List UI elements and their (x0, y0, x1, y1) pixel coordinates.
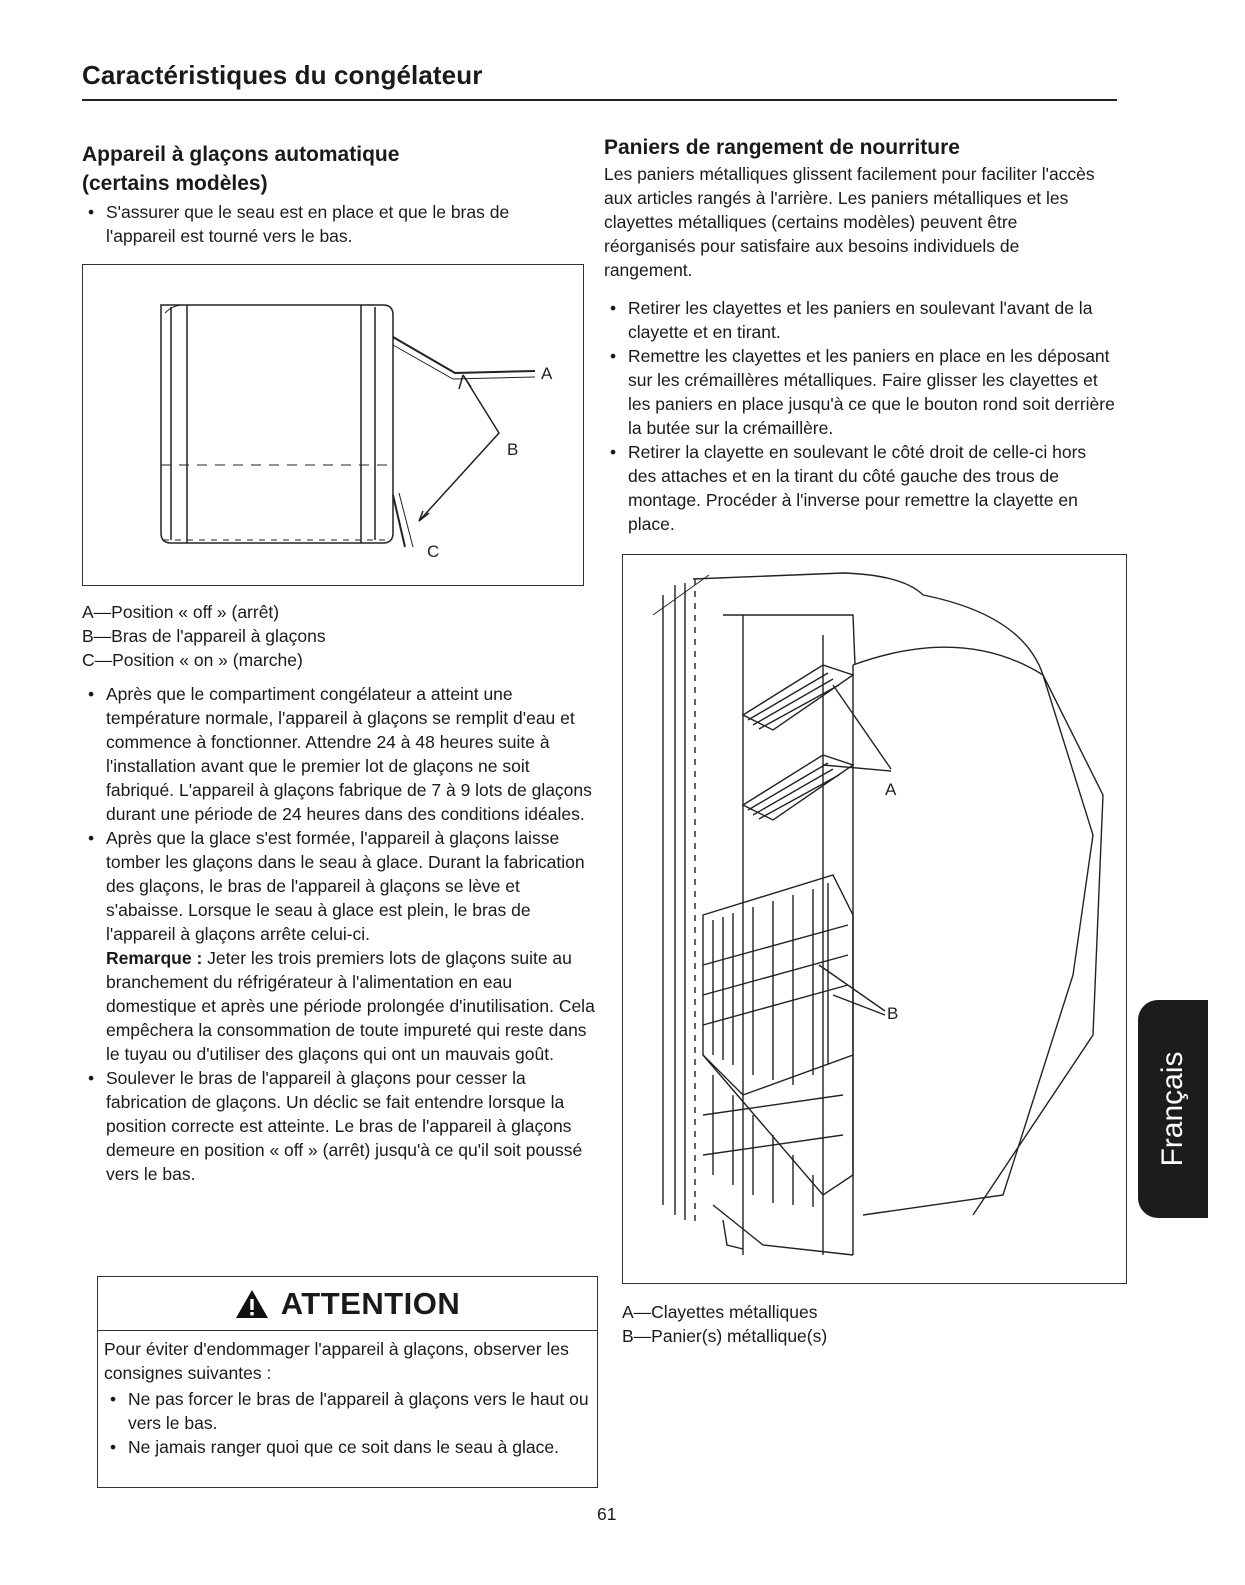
list-item: • Après que le compartiment congélateur a atteint une température normale, l'appareil à glaçons se remplit d'eau et commence à fonctionner. Attendre 24 à 48 heures suite à l'installation avant que le premier lot de glaçons ne soit fabriqué. L'appareil à glaçons fabrique de 7 à 9 lots de glaçons durant une période de 24 heures dans des conditions idéales. (82, 682, 597, 826)
baskets-section (604, 133, 1124, 1348)
ice-maker-heading-line2: (certains modèles) (82, 172, 268, 195)
language-tab-label: Français (1156, 1051, 1189, 1167)
legend-item: A—Clayettes métalliques (622, 1302, 818, 1322)
page-number: 61 (597, 1504, 617, 1524)
warning-icon (235, 1288, 269, 1320)
list-item: • Remettre les clayettes et les paniers en place en les déposant sur les crémaillères métalliques. Faire glisser les clayettes et les paniers en place jusqu'à ce que le bouton rond soit derrière la butée sur la crémaillère. (604, 344, 1119, 440)
ice-maker-legend (82, 600, 602, 672)
list-item-text: Après que la glace s'est formée, l'appareil à glaçons laisse tomber les glaçons dans le seau à glace. Durant la fabrication des glaçons, le bras de l'appareil à glaçons se lève et s'abaisse. Lorsque le seau à glace est plein, le bras de l'appareil à glaçons arrête celui-ci. (106, 828, 585, 944)
ice-maker-intro-list (82, 200, 542, 248)
attention-box (97, 1276, 598, 1488)
freezer-figure (622, 554, 1127, 1284)
ice-maker-section (82, 140, 602, 1186)
legend-item: C—Position « on » (marche) (82, 650, 303, 670)
list-item (82, 826, 597, 1066)
list-item: • Retirer les clayettes et les paniers en soulevant l'avant de la clayette et en tirant. (604, 296, 1119, 344)
legend-item: B—Bras de l'appareil à glaçons (82, 626, 326, 646)
remarque-text: Jeter les trois premiers lots de glaçons suite au branchement du réfrigérateur à l'alimentation en eau domestique et après une période prolongée d'inutilisation. Cela empêchera la consommation de toute impureté qui reste dans le tuyau ou d'utiliser des glaçons qui ont un mauvais goût. (106, 948, 595, 1064)
remarque-label: Remarque : (106, 948, 203, 968)
figure-label-b: B (887, 1004, 899, 1023)
figure-label-b: B (507, 440, 519, 459)
legend-item: B—Panier(s) métallique(s) (622, 1326, 828, 1346)
baskets-intro: Les paniers métalliques glissent facilement pour faciliter l'accès aux articles rangés à l'arrière. Les paniers métalliques et les clayettes métalliques (certains modèles) peuvent être réorganisés pour satisfaire aux besoins individuels de rangement. (604, 164, 1095, 280)
freezer-illustration (623, 555, 1128, 1285)
header-rule (82, 99, 1117, 101)
ice-maker-bullets (82, 682, 597, 1186)
attention-list (104, 1387, 591, 1459)
ice-maker-illustration (83, 265, 585, 587)
list-item: • Soulever le bras de l'appareil à glaçons pour cesser la fabrication de glaçons. Un déclic se fait entendre lorsque la position correcte est atteinte. Le bras de l'appareil à glaçons demeure en position « off » (arrêt) jusqu'à ce qu'il soit poussé vers le bas. (82, 1066, 597, 1186)
attention-intro: Pour éviter d'endommager l'appareil à glaçons, observer les consignes suivantes : (104, 1339, 569, 1383)
figure-label-a: A (541, 364, 553, 383)
language-tab (1138, 1000, 1208, 1218)
list-item: • Ne pas forcer le bras de l'appareil à glaçons vers le haut ou vers le bas. (104, 1387, 591, 1435)
ice-maker-figure (82, 264, 584, 586)
list-item: • Ne jamais ranger quoi que ce soit dans le seau à glace. (104, 1435, 591, 1459)
figure-label-a: A (885, 780, 897, 799)
baskets-bullets (604, 296, 1119, 536)
baskets-legend (622, 1300, 1124, 1348)
ice-maker-heading-line1: Appareil à glaçons automatique (82, 143, 400, 166)
legend-item: A—Position « off » (arrêt) (82, 602, 280, 622)
ice-maker-heading (82, 140, 602, 198)
attention-body (98, 1331, 597, 1459)
list-item: • S'assurer que le seau est en place et que le bras de l'appareil est tourné vers le bas. (82, 200, 542, 248)
baskets-heading: Paniers de rangement de nourriture (604, 136, 960, 159)
page-title: Caractéristiques du congélateur (82, 60, 483, 90)
list-item: • Retirer la clayette en soulevant le côté droit de celle-ci hors des attaches et en la tirant du côté gauche des trous de montage. Procéder à l'inverse pour remettre la clayette en place. (604, 440, 1119, 536)
attention-title: ATTENTION (280, 1285, 461, 1321)
page-header (82, 60, 1112, 91)
attention-header (98, 1277, 597, 1331)
figure-label-c: C (427, 542, 440, 561)
